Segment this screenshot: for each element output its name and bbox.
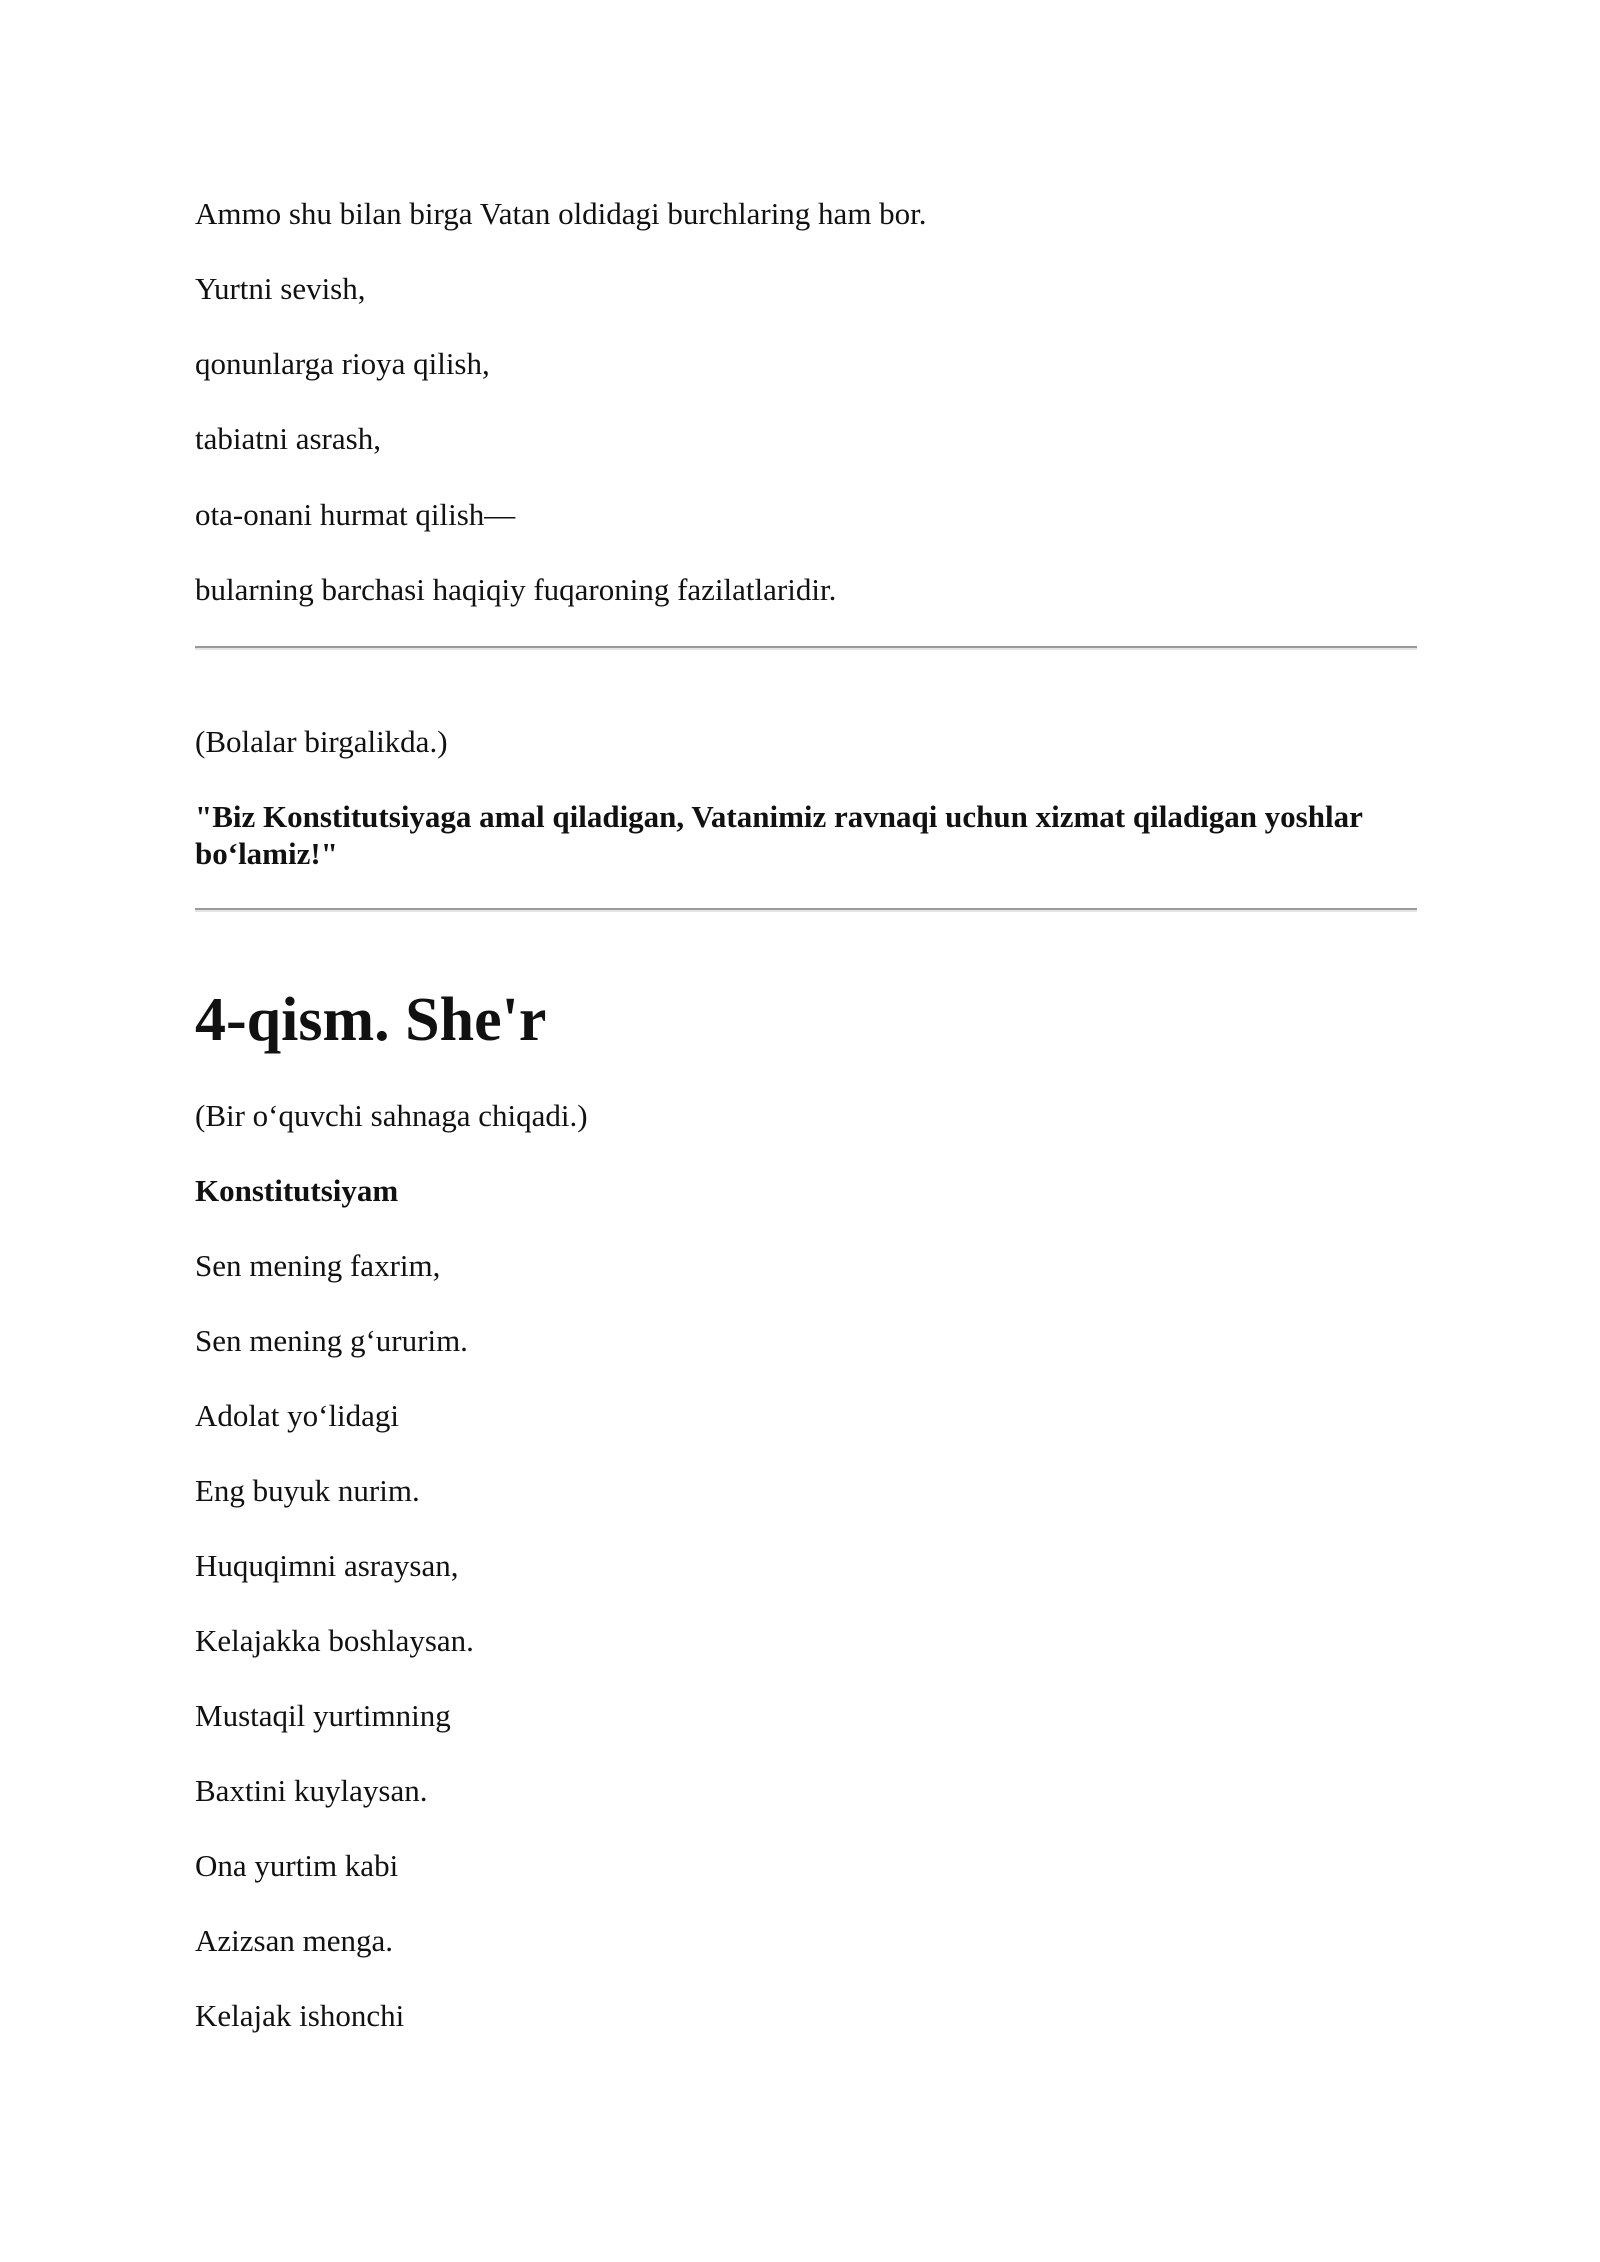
- poem-line: Baxtini kuylaysan.: [195, 1773, 428, 1808]
- poem-line: Azizsan menga.: [195, 1923, 393, 1958]
- poem-line: Kelajakka boshlaysan.: [195, 1623, 474, 1658]
- horizontal-divider: [195, 646, 1417, 650]
- paragraph-obey-laws: qonunlarga rioya qilish,: [195, 346, 490, 381]
- poem-line: Ona yurtim kabi: [195, 1848, 399, 1883]
- poem-line: Sen mening g‘ururim.: [195, 1323, 468, 1358]
- paragraph-protect-nature: tabiatni asrash,: [195, 421, 381, 456]
- paragraph-citizen-virtues: bularning barchasi haqiqiy fuqaroning fazilatlaridir.: [195, 572, 837, 607]
- paragraph-respect-parents: ota-onani hurmat qilish—: [195, 497, 516, 532]
- paragraph-love-homeland: Yurtni sevish,: [195, 271, 366, 306]
- poem-title: Konstitutsiyam: [195, 1173, 399, 1208]
- poem-line: Mustaqil yurtimning: [195, 1698, 451, 1733]
- poem-line: Sen mening faxrim,: [195, 1248, 441, 1283]
- paragraph-duties: Ammo shu bilan birga Vatan oldidagi burchlaring ham bor.: [195, 196, 927, 231]
- horizontal-divider: [195, 908, 1417, 912]
- stage-direction-children: (Bolalar birgalikda.): [195, 724, 448, 759]
- chorus-statement: "Biz Konstitutsiyaga amal qiladigan, Vatanimiz ravnaqi uchun xizmat qiladigan yoshlar bo‘lamiz!": [195, 799, 1363, 871]
- poem-line: Eng buyuk nurim.: [195, 1473, 420, 1508]
- stage-direction-student: (Bir o‘quvchi sahnaga chiqadi.): [195, 1098, 588, 1133]
- section-heading: 4-qism. She'r: [195, 986, 547, 1054]
- poem-line: Kelajak ishonchi: [195, 1998, 405, 2033]
- poem-line: Adolat yo‘lidagi: [195, 1398, 400, 1433]
- poem-line: Huquqimni asraysan,: [195, 1548, 459, 1583]
